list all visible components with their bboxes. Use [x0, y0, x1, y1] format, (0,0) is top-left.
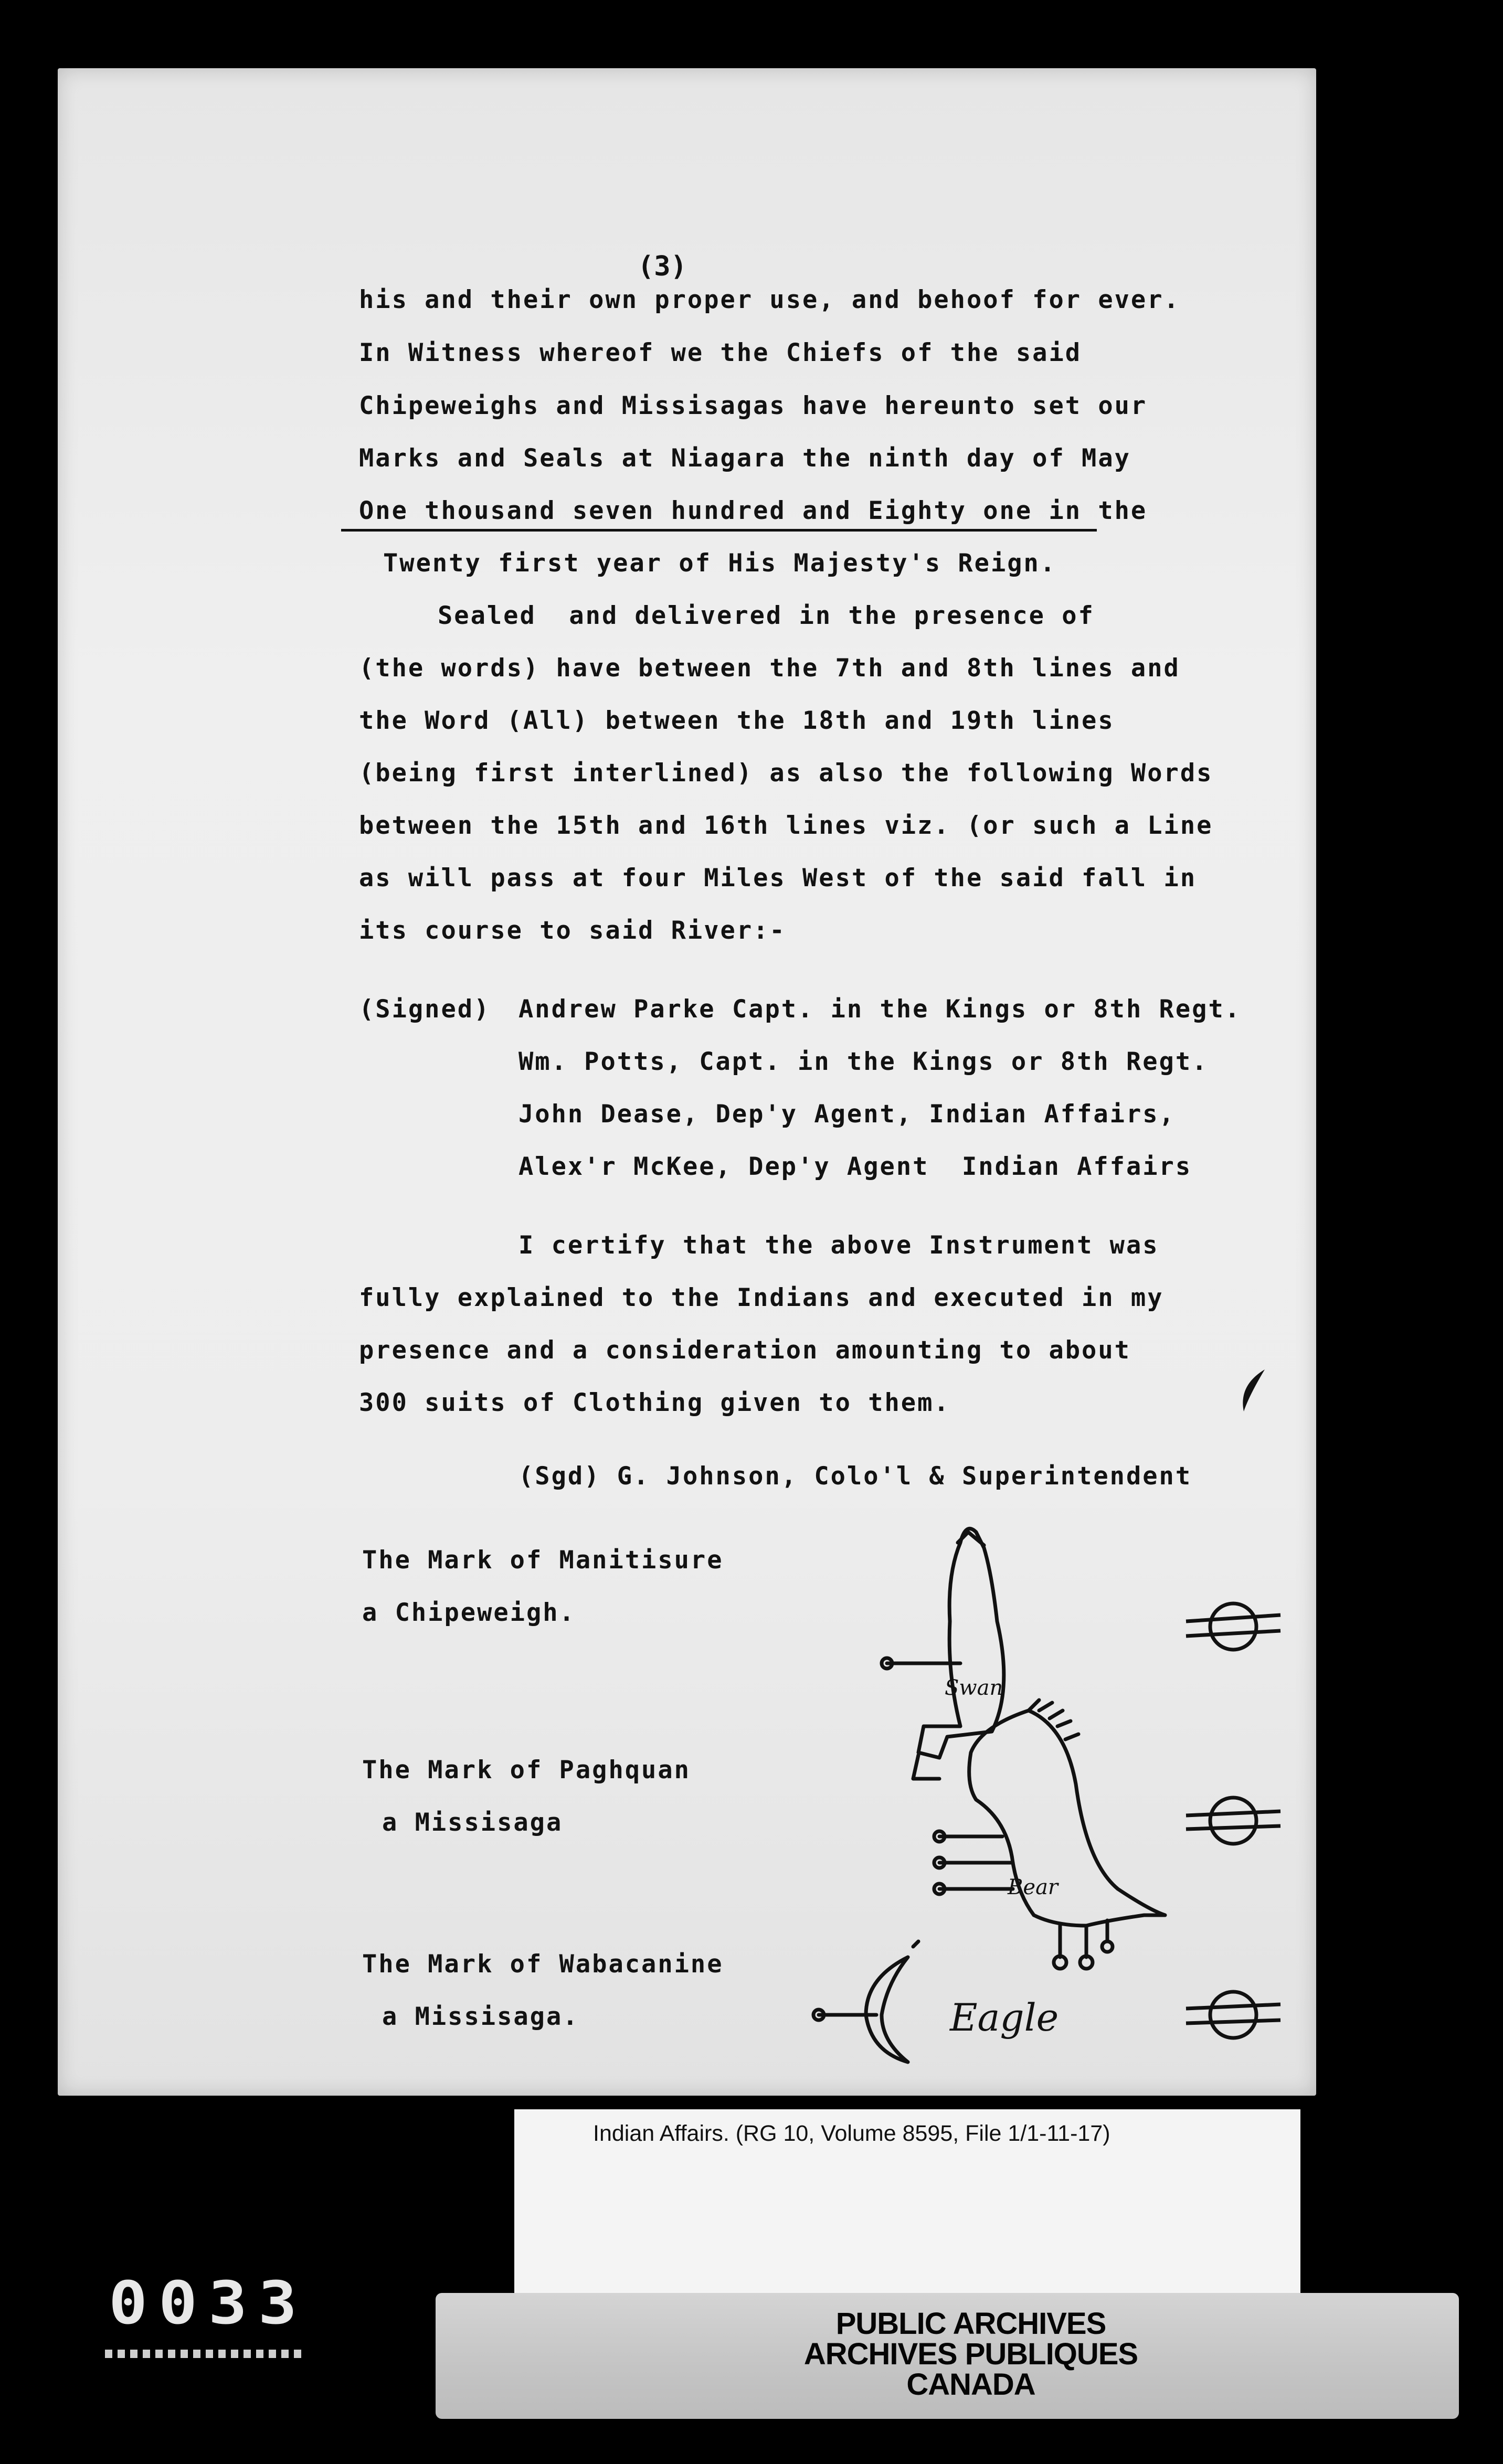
body-line: as will pass at four Miles West of the said fall in: [359, 864, 1197, 893]
witness-line: Alex'r McKee, Dep'y Agent Indian Affairs: [518, 1152, 1192, 1181]
stamp-line: ARCHIVES PUBLIQUES: [803, 2337, 1138, 2371]
document-page: [58, 68, 1316, 2096]
certify-line: I certify that the above Instrument was: [518, 1231, 1159, 1260]
mark-line: a Missisaga.: [382, 2002, 579, 2031]
totem-label: Eagle: [950, 1995, 1059, 2040]
crescent-mark-icon: [1228, 1364, 1275, 1422]
witness-line: Wm. Potts, Capt. in the Kings or 8th Regt.: [518, 1047, 1209, 1076]
archives-stamp: [436, 2293, 1459, 2419]
certify-line: 300 suits of Clothing given to them.: [359, 1388, 950, 1417]
eagle-totem-drawing: [803, 1936, 1128, 2073]
frame-digit: 0: [108, 2269, 148, 2338]
totem-label: Bear: [1008, 1875, 1059, 1899]
certify-line: presence and a consideration amounting to about: [359, 1336, 1131, 1365]
witness-line: John Dease, Dep'y Agent, Indian Affairs,: [518, 1100, 1176, 1129]
body-line: Chipeweighs and Missisagas have hereunto set our: [359, 391, 1148, 420]
body-line: his and their own proper use, and behoof for ever.: [359, 285, 1180, 314]
frame-digit: 3: [208, 2269, 248, 2338]
mark-line: a Chipeweigh.: [362, 1598, 576, 1627]
body-line: between the 15th and 16th lines viz. (or such a Line: [359, 811, 1213, 840]
superintendent-signature: (Sgd) G. Johnson, Colo'l & Superintendent: [518, 1462, 1192, 1491]
totem-label: Swan: [945, 1676, 1003, 1700]
certify-line: fully explained to the Indians and executed in my: [359, 1283, 1164, 1312]
film-sprocket-strip: [105, 2350, 304, 2358]
body-line: One thousand seven hundred and Eighty one in the: [359, 496, 1148, 525]
body-line: Twenty first year of His Majesty's Reign.: [383, 549, 1057, 578]
underline-stroke: [341, 529, 1097, 532]
mark-line: The Mark of Manitisure: [362, 1546, 724, 1575]
archive-reference-card: [514, 2109, 1300, 2314]
page-number: (3): [638, 251, 687, 282]
stamp-line: PUBLIC ARCHIVES: [835, 2307, 1106, 2341]
archive-reference: Indian Affairs. (RG 10, Volume 8595, File 1/1-11-17): [593, 2121, 1110, 2146]
frame-counter: [105, 2269, 304, 2338]
mark-line: The Mark of Wabacanine: [362, 1950, 724, 1979]
body-line: Sealed and delivered in the presence of: [438, 601, 1095, 630]
stamp-text: [687, 2309, 1254, 2400]
frame-digit: 0: [158, 2269, 198, 2338]
circle-seal-icon: [1181, 1784, 1286, 1857]
body-line: (the words) have between the 7th and 8th lines and: [359, 654, 1180, 683]
frame-digit: 3: [258, 2269, 298, 2338]
signed-label: (Signed): [359, 995, 491, 1024]
body-line: In Witness whereof we the Chiefs of the said: [359, 338, 1082, 367]
witness-line: Andrew Parke Capt. in the Kings or 8th Regt.: [518, 995, 1242, 1024]
body-line: (being first interlined) as also the following Words: [359, 759, 1213, 788]
mark-line: a Missisaga: [382, 1808, 563, 1837]
body-line: its course to said River:-: [359, 916, 786, 945]
circle-seal-icon: [1181, 1590, 1286, 1663]
body-line: the Word (All) between the 18th and 19th lines: [359, 706, 1115, 735]
stamp-line: CANADA: [906, 2367, 1035, 2402]
body-line: Marks and Seals at Niagara the ninth day of May: [359, 444, 1131, 473]
circle-seal-icon: [1181, 1978, 1286, 2052]
mark-line: The Mark of Paghquan: [362, 1756, 691, 1785]
